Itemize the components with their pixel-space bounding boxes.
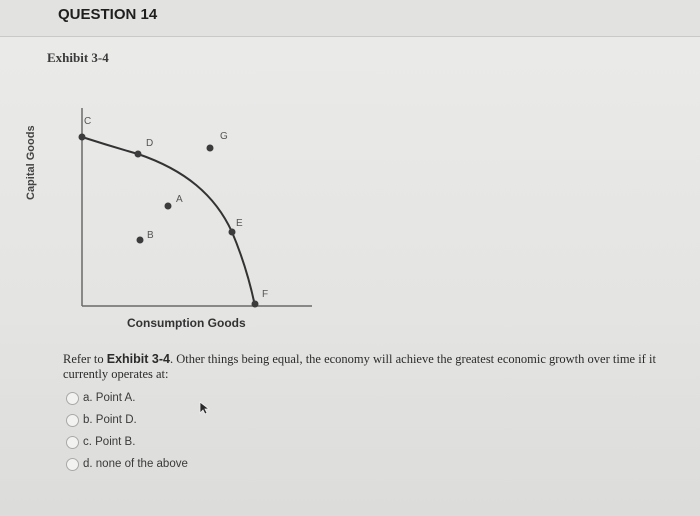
radio-button[interactable] (66, 436, 79, 449)
option-c[interactable] (66, 435, 135, 449)
point-label-d: D (146, 138, 154, 149)
point-label-a: A (176, 194, 183, 205)
point-a (165, 203, 172, 210)
ppf-curve (82, 137, 255, 306)
point-b (137, 237, 144, 244)
prompt-prefix: Refer to (63, 352, 107, 366)
option-label: d. none of the above (83, 458, 188, 470)
option-label: a. Point A. (83, 392, 136, 404)
point-label-e: E (236, 218, 243, 229)
radio-button[interactable] (66, 414, 79, 427)
y-axis-label: Capital Goods (25, 125, 37, 200)
mouse-pointer-icon (197, 400, 211, 416)
point-label-g: G (220, 131, 228, 142)
point-label-c: C (84, 116, 92, 127)
radio-button[interactable] (66, 458, 79, 471)
point-d (135, 151, 142, 158)
exhibit-title: Exhibit 3-4 (47, 50, 109, 65)
point-label-b: B (147, 230, 154, 241)
point-e (229, 229, 236, 236)
option-d[interactable] (66, 457, 188, 471)
option-a[interactable] (66, 391, 135, 405)
x-axis-label: Consumption Goods (127, 316, 246, 330)
question-prompt (63, 352, 673, 382)
point-c (79, 134, 86, 141)
prompt-exhibit-ref: Exhibit 3-4 (106, 352, 170, 366)
question-title: QUESTION 14 (58, 6, 158, 23)
option-label: c. Point B. (83, 436, 136, 448)
option-label: b. Point D. (83, 414, 137, 426)
radio-button[interactable] (66, 392, 79, 405)
option-b[interactable] (66, 413, 137, 427)
prompt-rest: . Other things being equal, the economy will achieve the greatest economic growth over time if it currently operates at: (63, 352, 656, 381)
point-g (207, 145, 214, 152)
point-f (252, 301, 259, 308)
point-label-f: F (262, 289, 269, 300)
